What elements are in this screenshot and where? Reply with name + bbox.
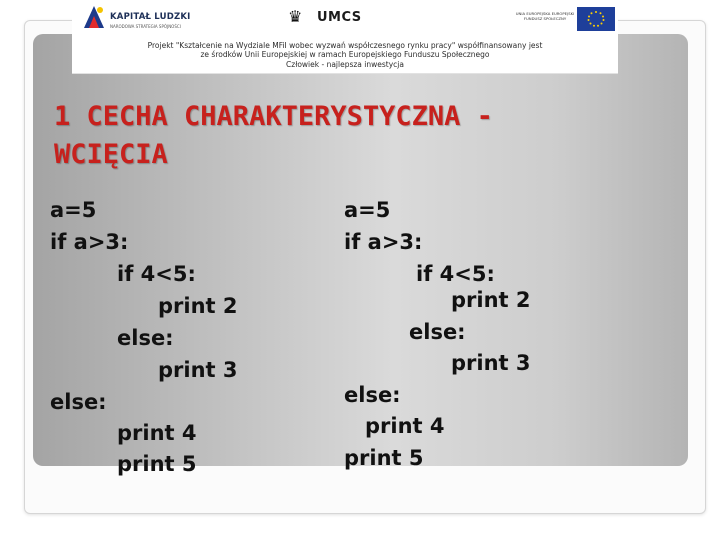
umcs-logo-text: UMCS (317, 10, 362, 25)
code-right-line-4: print 2 (451, 288, 531, 312)
slide-title-line-1: 1 CECHA CHARAKTERYSTYCZNA - (54, 101, 493, 132)
eu-flag-icon (577, 7, 615, 31)
code-left-line-2: if a>3: (50, 230, 129, 254)
code-right-line-3: if 4<5: (416, 262, 495, 286)
code-left-line-1: a=5 (50, 198, 97, 222)
project-banner (72, 0, 618, 74)
slide-title-line-2: WCIĘCIA (54, 139, 168, 170)
code-left-line-3: if 4<5: (117, 262, 196, 286)
kapital-ludzki-title: KAPITAŁ LUDZKI (110, 12, 191, 22)
code-left-line-6: print 3 (158, 358, 238, 382)
code-left-line-9: print 5 (117, 452, 197, 476)
kapital-ludzki-subtitle: NARODOWA STRATEGIA SPÓJNOŚCI (110, 24, 181, 29)
code-right-line-8: print 4 (365, 414, 445, 438)
code-left-line-8: print 4 (117, 421, 197, 445)
kapital-ludzki-logo-icon (82, 4, 106, 30)
code-right-line-9: print 5 (344, 446, 424, 470)
umcs-eagle-icon: ♛ (288, 7, 303, 26)
code-left-line-7: else: (50, 390, 107, 414)
eu-fund-text: UNIA EUROPEJSKA EUROPEJSKI FUNDUSZ SPOŁECZNY (515, 11, 575, 21)
banner-project-line-2: ze środków Unii Europejskiej w ramach Europejskiego Funduszu Społecznego (200, 50, 490, 59)
banner-project-line-1: Projekt "Kształcenie na Wydziale MFiI wobec wyzwań współczesnego rynku pracy" współfinansowany jest (147, 41, 543, 50)
code-left-line-4: print 2 (158, 294, 238, 318)
banner-project-line-3: Człowiek - najlepsza inwestycja (286, 60, 404, 69)
code-right-line-6: print 3 (451, 351, 531, 375)
slide-title (54, 98, 694, 174)
code-left-line-5: else: (117, 326, 174, 350)
code-right-line-1: a=5 (344, 198, 391, 222)
code-right-line-5: else: (409, 320, 466, 344)
code-right-line-2: if a>3: (344, 230, 423, 254)
code-right-line-7: else: (344, 383, 401, 407)
